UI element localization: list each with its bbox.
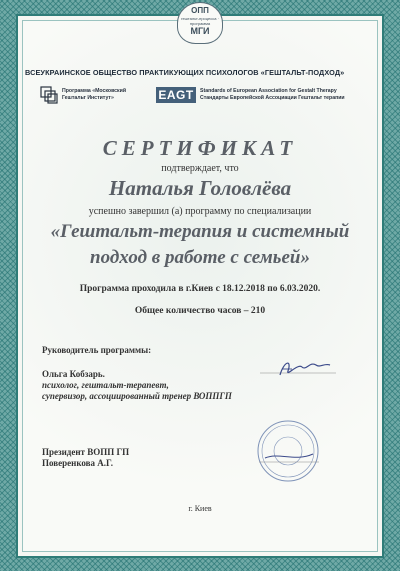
mgi-logo-text (62, 88, 126, 102)
recipient-name: Наталья Головлёва (108, 176, 292, 200)
eagt-line1: Standards of European Association for Gestalt Therapy (200, 88, 337, 94)
opp-mgi-seal (177, 2, 223, 44)
program-name-line2: подход в работе с семьей» (90, 247, 310, 268)
logos-row (40, 86, 360, 108)
organization-title: ВСЕУКРАИНСКОЕ ОБЩЕСТВО ПРАКТИКУЮЩИХ ПСИХОЛОГОВ «ГЕШТАЛЬТ-ПОДХОД» (25, 68, 345, 77)
mgi-logo-line1: Программа «Московский (62, 88, 127, 94)
program-dates: Программа проходила в г.Киев с 18.12.2018 по 6.03.2020. (79, 284, 321, 294)
seal-small-text: гештальт-процесса · программа (181, 16, 219, 26)
program-head-label: Руководитель программы: (42, 345, 152, 355)
program-head-role-line2: супервизор, ассоциированный тренер ВОППГП (42, 391, 232, 401)
eagt-logo: EAGT (156, 87, 196, 103)
total-hours: Общее количество часов – 210 (134, 306, 266, 316)
confirms-text: подтверждает, что (161, 163, 239, 174)
mgi-logo-line2: Гештальт Институт» (62, 95, 114, 101)
organization-stamp (255, 418, 321, 484)
president-label: Президент ВОПП ГП (42, 447, 130, 457)
city-text: г. Киев (188, 504, 212, 513)
certificate-title: СЕРТИФИКАТ (102, 136, 298, 160)
eagt-line2: Стандарты Европейской Ассоциации Гештальт терапии (200, 95, 345, 101)
seal-top-text: ОПП (191, 6, 209, 15)
program-name-line1: «Гештальт-терапия и системный (50, 221, 350, 242)
mgi-logo-icon (40, 86, 58, 104)
completed-text: успешно завершил (а) программу по специализации (88, 206, 312, 217)
program-head-name: Ольга Кобзарь. (42, 369, 105, 379)
president-name: Поверенкова А.Г. (42, 458, 113, 468)
program-head-role-line1: психолог, гештальт-терапевт, (42, 380, 169, 390)
head-signature (258, 355, 338, 383)
eagt-standards-text (200, 88, 345, 102)
seal-bottom-text: МГИ (190, 26, 210, 36)
